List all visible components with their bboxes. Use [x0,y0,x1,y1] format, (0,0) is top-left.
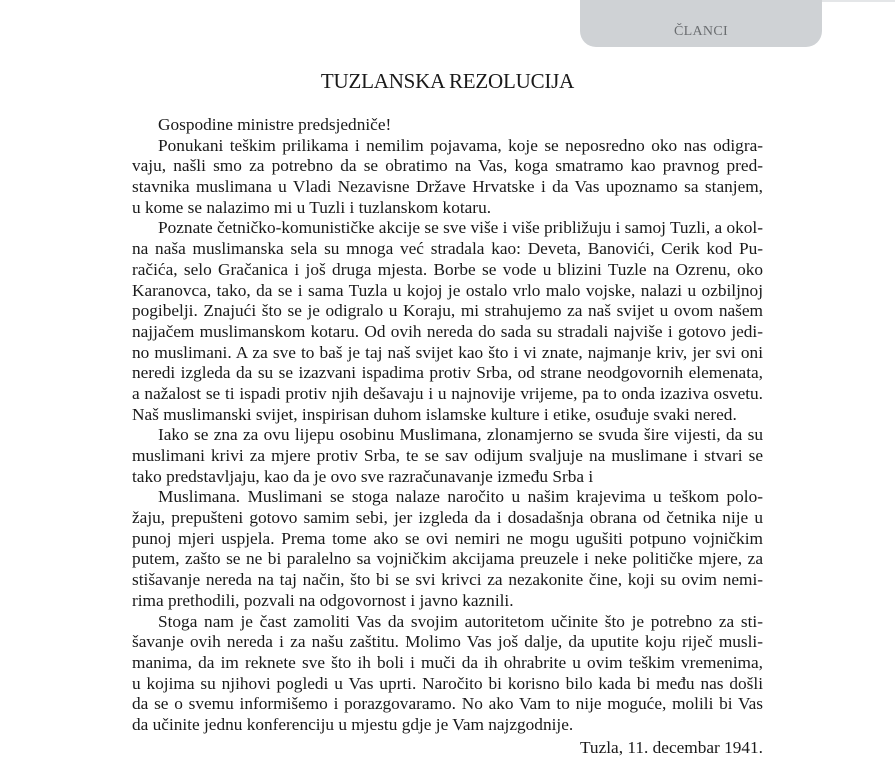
text-line: da učinite jednu konferenciju u mjestu gdje je Vam najzgodnije. [132,714,574,734]
section-label: ČLANCI [674,24,728,39]
text-line: Poznate četničko-komunističke akcije se sve više i više približuju i samoj Tuzli, a okol- [158,218,763,238]
text-line: muslimani krivi za mjere protiv Srba, te se sav odijum svaljuje na muslimane i stvari se [132,446,763,465]
text-line: neredi izgleda da su se izazvani ispadima protiv Srba, od strane neodgovornih elemenata, [132,363,763,383]
text-line: vaju, našli smo za potrebno da se obratimo na Vas, koga smatramo kao pravnog pred- [132,156,763,176]
text-line: najjačem muslimanskom kotaru. Od ovih nereda do sada su stradali najviše i gotovo jedi- [132,321,763,341]
text-line: žaju, prepušteni gotovo samim sebi, jer izgleda da i dosadašnja obrana od četnika nije u [132,508,763,528]
text-line: stišavanje nereda na taj način, što bi se svi krivci za nezakonite čine, koji su ovim nemi- [132,570,763,590]
text-line: Stoga nam je čast zamoliti Vas da svojim autoritetom učinite što je potrebno za sti- [158,611,763,631]
text-line: u kojima su njihovi pogledi u Vas uprti. Naročito bi korisno bilo kada bi među nas došli [132,673,763,693]
text-line: Naš muslimanski svijet, inspirisan duhom islamske kulture i etike, osuđuje svaki nered. [132,404,737,424]
text-line: Gospodine ministre predsjedniče! [158,115,392,134]
text-line: Muslimana. Muslimani se stoga nalaze naročito u našim krajevima u teškom polo- [158,487,763,507]
text-line: u kome se nalazimo mi u Tuzli i tuzlanskom kotaru. [132,197,492,217]
text-line: punoj mjeri uspjela. Prema tome ako se ovi nemiri ne mogu ugušiti potpuno vojničkim [132,528,763,548]
article-title: TUZLANSKA REZOLUCIJA [320,69,575,93]
text-line: račića, selo Gračanica i još druga mjesta. Borbe se vode u blizini Tuzle na Ozrenu, oko [132,259,763,279]
text-line: stavnika muslimana u Vladi Nezavisne Države Hrvatske i da Vas upoznamo sa stanjem, [132,177,763,197]
text-line: manima, da im reknete sve što ih boli i muči da ih ohrabrite u ovim teškim vremenima, [132,652,763,672]
text-line: pogibelji. Znajući što se je odigralo u Koraju, mi strahujemo za naš svijet u ovom našem [132,301,763,321]
text-line: putem, zašto se ne bi paralelno sa vojničkim akcijama preuzele i neke političke mjere, za [132,549,763,569]
article-body [132,115,763,736]
text-line: no muslimani. A za sve to baš je taj naš svijet kao što i vi znate, najmanje kriv, jer svi oni [132,342,763,362]
text-line: rima prethodili, pozvali na odgovornost i javno kaznili. [132,590,514,610]
top-rule [822,0,895,2]
text-line: na naša muslimanska sela su mnoga već stradala kao: Deveta, Banovići, Cerik kod Pu- [132,239,763,259]
text-line: šavanje ovih nereda i za našu zaštitu. Molimo Vas još dalje, da uputite koju riječ musli- [132,632,763,652]
text-line: a nažalost se ti ispadi protiv njih dešavaju i u najnovije vrijeme, pa to onda izaziva osvetu. [132,383,763,403]
text-line: Karanovca, tako, da se i sama Tuzla u kojoj je ostalo vrlo malo vojske, nalazi u ozbiljnoj [132,280,763,300]
section-header-tab [580,0,822,47]
text-line: tako predstavljaju, kao da je ovo sve razračunavanje između Srba i [132,466,594,486]
signoff-date: Tuzla, 11. decembar 1941. [579,738,763,757]
text-line: Iako se zna za ovu lijepu osobinu Muslimana, zlonamjerno se svuda šire vijesti, da su [158,425,763,445]
text-line: da se o svemu informišemo i porazgovaramo. No ako Vam to nije moguće, molili bi Vas [132,694,763,714]
text-line: Ponukani teškim prilikama i nemilim pojavama, koje se neposredno oko nas odigra- [158,135,763,155]
